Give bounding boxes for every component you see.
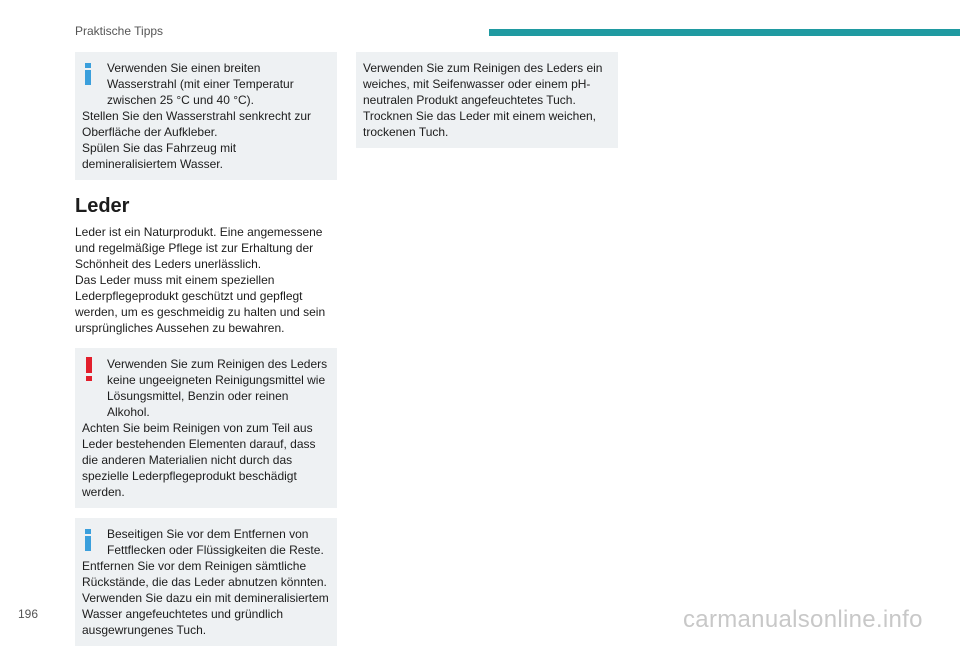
info-box-water bbox=[75, 52, 337, 180]
info-stains-text-1: Beseitigen Sie vor dem Entfernen von Fettflecken oder Flüssigkeiten die Reste. bbox=[107, 527, 324, 557]
body-para-2: Das Leder muss mit einem speziellen Lederpflegeprodukt geschützt und gepflegt werden, um es geschmeidig zu halten und sein ursprüngliches Aussehen zu bewahren. bbox=[75, 273, 326, 335]
info-stains-text-2: Entfernen Sie vor dem Reinigen sämtliche Rückstände, die das Leder abnutzen könnten. bbox=[82, 559, 327, 589]
note-box-leather-cleaning bbox=[356, 52, 618, 148]
header-accent-bar bbox=[489, 29, 960, 36]
info-text-1: Verwenden Sie einen breiten Wasserstrahl (mit einer Temperatur zwischen 25 °C und 40 °C). bbox=[107, 61, 294, 107]
left-column bbox=[75, 52, 337, 656]
note-text-2: Trocknen Sie das Leder mit einem weichen, trockenen Tuch. bbox=[363, 109, 597, 139]
info-box-stains bbox=[75, 518, 337, 646]
info-icon bbox=[84, 63, 92, 85]
warning-icon bbox=[85, 357, 93, 381]
page-number: 196 bbox=[18, 607, 39, 621]
info-stains-text-3: Verwenden Sie dazu ein mit demineralisiertem Wasser angefeuchtetes und gründlich ausgewrungenes Tuch. bbox=[82, 591, 329, 637]
watermark: carmanualsonline.info bbox=[683, 606, 923, 633]
section-heading-leder: Leder bbox=[75, 195, 130, 217]
warning-text-2: Achten Sie beim Reinigen von zum Teil aus Leder bestehenden Elementen darauf, dass die anderen Materialien nicht durch das spezielle Lederpflegeprodukt beschädigt werden. bbox=[82, 421, 316, 499]
info-text-2: Stellen Sie den Wasserstrahl senkrecht zur Oberfläche der Aufkleber. bbox=[82, 109, 311, 139]
info-icon bbox=[84, 529, 92, 551]
body-para-1: Leder ist ein Naturprodukt. Eine angemessene und regelmäßige Pflege ist zur Erhaltung der Schönheit des Leders unerlässlich. bbox=[75, 225, 323, 271]
warning-box-cleaning bbox=[75, 348, 337, 508]
note-text-1: Verwenden Sie zum Reinigen des Leders ein weiches, mit Seifenwasser oder einem pH-neutralen Produkt angefeuchtetes Tuch. bbox=[363, 61, 603, 107]
running-header: Praktische Tipps bbox=[75, 24, 164, 38]
warning-text-1: Verwenden Sie zum Reinigen des Leders keine ungeeigneten Reinigungsmittel wie Lösungsmittel, Benzin oder reinen Alkohol. bbox=[107, 357, 328, 419]
body-text bbox=[75, 224, 337, 336]
info-text-3: Spülen Sie das Fahrzeug mit demineralisiertem Wasser. bbox=[82, 141, 237, 171]
right-column bbox=[356, 52, 618, 158]
